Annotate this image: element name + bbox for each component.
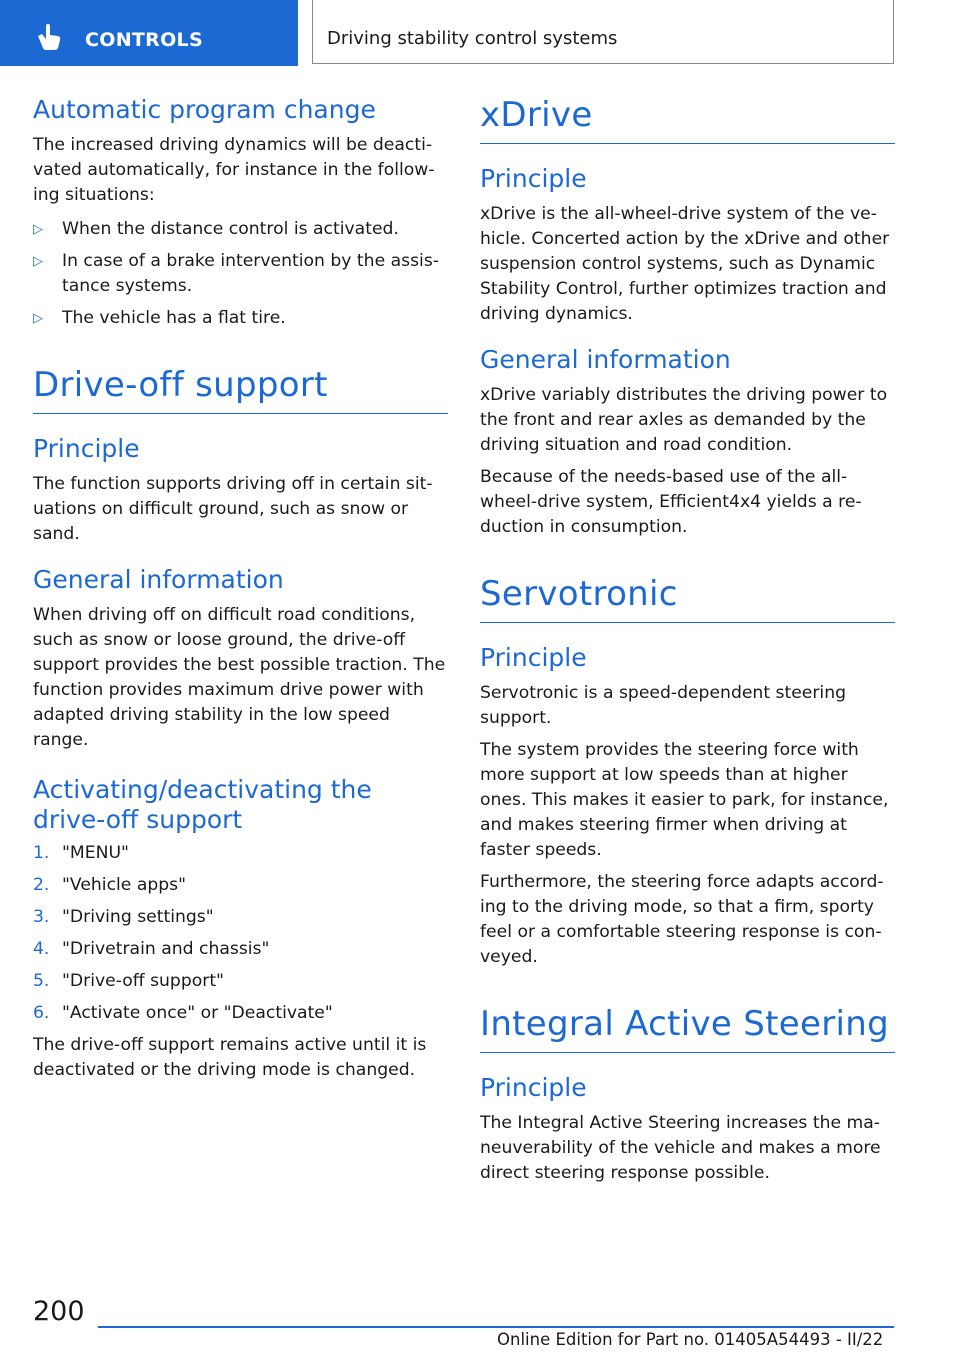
- heading-xdrive: xDrive: [480, 95, 895, 144]
- heading-integral-active-steering: Integral Active Steering: [480, 1004, 895, 1053]
- activation-steps-list: [33, 841, 448, 1026]
- right-column: [480, 95, 895, 1186]
- driveoff-principle-text: The function supports driving off in certain sit‐ uations on difficult ground, such as snow or sand.: [33, 474, 433, 544]
- xdrive-principle-text: xDrive is the all-wheel-drive system of the ve‐ hicle. Concerted action by the xDrive and other suspension control systems, such as Dynamic Stability Control, further optimizes traction and driving dynamics.: [480, 204, 890, 324]
- driveoff-closing-text: The drive-off support remains active until it is deactivated or the driving mode is changed.: [33, 1035, 427, 1080]
- list-item: 6. "Activate once" or "Deactivate": [33, 1003, 333, 1023]
- list-item: 2. "Vehicle apps": [33, 875, 187, 895]
- heading-general-information: General information: [480, 345, 731, 374]
- heading-principle: Principle: [480, 164, 587, 193]
- bullet-marker: ▷: [33, 222, 43, 237]
- auto-bullet-list: [33, 217, 448, 331]
- integral-text: The Integral Active Steering increases the ma‐ neuverability of the vehicle and makes a more direct steering response possible.: [480, 1113, 881, 1183]
- left-column: [33, 95, 448, 1083]
- auto-intro-text: The increased driving dynamics will be deacti‐ vated automatically, for instance in the follow‐ ing situations:: [33, 135, 435, 205]
- heading-principle: Principle: [480, 1073, 587, 1102]
- heading-servotronic: Servotronic: [480, 574, 895, 623]
- footer-divider: [98, 1326, 894, 1328]
- xdrive-general-text-2: Because of the needs-based use of the all- wheel-drive system, Efficient4x4 yields a re‐ duction in consumption.: [480, 467, 862, 537]
- heading-activating-drive-off: Activating/deactivating the drive-off support: [33, 775, 372, 834]
- heading-drive-off-support: Drive-off support: [33, 365, 448, 414]
- list-item: ▷ The vehicle has a flat tire.: [33, 306, 448, 331]
- servotronic-text-1: Servotronic is a speed-dependent steering support.: [480, 683, 847, 728]
- bullet-marker: ▷: [33, 254, 43, 269]
- servotronic-text-3: Furthermore, the steering force adapts accord‐ ing to the driving mode, so that a firm, sporty feel or a comfortable steering response is con‐ veyed.: [480, 872, 884, 967]
- page-number: 200: [33, 1296, 85, 1327]
- list-item: ▷ When the distance control is activated.: [33, 217, 448, 242]
- heading-automatic-program-change: Automatic program change: [33, 95, 376, 124]
- driveoff-general-text: When driving off on difficult road conditions, such as snow or loose ground, the drive-off support provides the best possible traction. The function provides maximum drive power with adapted driving stability in the low speed range.: [33, 605, 446, 750]
- edition-note: Online Edition for Part no. 01405A54493 - II/22: [497, 1330, 884, 1349]
- list-item: 3. "Driving settings": [33, 907, 214, 927]
- chapter-title-box: [312, 0, 894, 64]
- heading-general-information: General information: [33, 565, 284, 594]
- page-header: [0, 0, 960, 66]
- section-tab: [0, 0, 298, 66]
- bullet-marker: ▷: [33, 311, 43, 326]
- list-item: ▷ In case of a brake intervention by the assis‐ tance systems.: [33, 251, 439, 296]
- heading-principle: Principle: [33, 434, 140, 463]
- hand-pointer-icon: [34, 22, 64, 52]
- list-item: 4. "Drivetrain and chassis": [33, 939, 270, 959]
- list-item: 1. "MENU": [33, 843, 129, 863]
- xdrive-general-text-1: xDrive variably distributes the driving power to the front and rear axles as demanded by the driving situation and road condition.: [480, 385, 888, 455]
- heading-principle: Principle: [480, 643, 587, 672]
- list-item: 5. "Drive-off support": [33, 971, 224, 991]
- chapter-title: Driving stability control systems: [327, 28, 618, 49]
- section-label: CONTROLS: [85, 29, 203, 51]
- servotronic-text-2: The system provides the steering force with more support at low speeds than at higher ones. This makes it easier to park, for instance, and makes steering firmer when driving at faster speeds.: [480, 740, 889, 860]
